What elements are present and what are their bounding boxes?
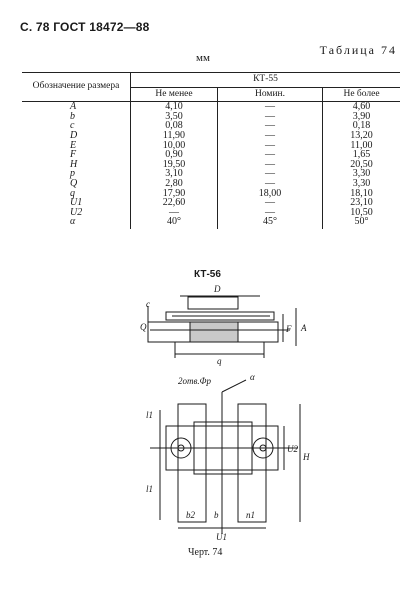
dim-label-u2: U2	[287, 444, 298, 454]
min-value-cell: 11,90	[131, 131, 218, 141]
min-value-cell: 3,10	[131, 169, 218, 179]
min-column-header: Не менее	[131, 87, 218, 102]
param-cell: A	[70, 101, 77, 113]
max-value-cell: 3,30	[323, 169, 401, 179]
max-value-cell: 11,00	[323, 141, 401, 151]
param-cell: U1	[70, 197, 83, 209]
max-value-cell: 10,50	[323, 208, 401, 218]
param-cell: U2	[70, 206, 83, 218]
nom-value-cell: —	[218, 160, 323, 170]
max-value-cell: 20,50	[323, 160, 401, 170]
min-value-cell: 40°	[131, 217, 218, 229]
plan-view	[150, 380, 300, 534]
alpha-line	[222, 380, 246, 392]
max-value-cell: 1,65	[323, 150, 401, 160]
figure-caption: Черт. 74	[188, 547, 223, 558]
unit-label: мм	[196, 52, 210, 64]
param-cell: H	[70, 158, 78, 170]
max-value-cell: 3,90	[323, 112, 401, 122]
max-column-header: Не более	[323, 87, 401, 102]
table-title: Таблица 74	[319, 43, 397, 57]
param-cell: Q	[70, 177, 78, 189]
dim-label-b2: b2	[186, 510, 195, 520]
nom-value-cell: —	[218, 179, 323, 189]
param-cell: D	[70, 129, 78, 141]
min-value-cell: 3,50	[131, 112, 218, 122]
dim-label-l1-bottom: l1	[146, 484, 154, 494]
dim-label-holes: 2отв.Φр	[178, 376, 212, 386]
nom-value-cell: —	[218, 150, 323, 160]
kt55-group-header: КТ-55	[131, 73, 401, 88]
dim-label-a: A	[301, 323, 307, 333]
nom-value-cell: —	[218, 112, 323, 122]
min-value-cell: 10,00	[131, 141, 218, 151]
dim-label-d: D	[214, 284, 221, 294]
min-value-cell: 0,08	[131, 121, 218, 131]
max-value-cell: 50°	[323, 217, 401, 229]
min-value-cell: 22,60	[131, 198, 218, 208]
nom-value-cell: —	[218, 121, 323, 131]
page-header: С. 78 ГОСТ 18472—88	[20, 20, 150, 34]
nom-value-cell: —	[218, 198, 323, 208]
max-value-cell: 0,18	[323, 121, 401, 131]
dim-label-alpha: α	[250, 372, 255, 382]
figure-title: КТ-56	[194, 269, 221, 280]
max-value-cell: 13,20	[323, 131, 401, 141]
param-cell: F	[70, 149, 77, 161]
param-cell: E	[70, 139, 77, 151]
min-value-cell: 19,50	[131, 160, 218, 170]
min-value-cell: 4,10	[131, 102, 218, 112]
max-value-cell: 3,30	[323, 179, 401, 189]
min-value-cell: —	[131, 208, 218, 218]
param-cell: c	[70, 120, 75, 132]
dim-label-q-bottom: q	[217, 356, 222, 366]
min-value-cell: 2,80	[131, 179, 218, 189]
nom-value-cell: —	[218, 131, 323, 141]
min-value-cell: 17,90	[131, 189, 218, 199]
nom-value-cell: —	[218, 141, 323, 151]
max-value-cell: 23,10	[323, 198, 401, 208]
dim-label-h: H	[303, 452, 310, 462]
nom-value-cell: —	[218, 169, 323, 179]
param-cell: α	[70, 216, 76, 228]
dim-label-q-top: Q	[140, 322, 147, 332]
dim-label-u1: U1	[216, 532, 227, 542]
dim-label-b: b	[214, 510, 219, 520]
nom-value-cell: —	[218, 208, 323, 218]
nom-value-cell: 45°	[218, 217, 323, 229]
param-cell: p	[70, 168, 75, 180]
param-cell: b	[70, 110, 75, 122]
param-column-header: Обозначение размера	[22, 73, 131, 102]
side-view	[148, 296, 296, 358]
nom-value-cell: —	[218, 102, 323, 112]
dim-label-f: F	[286, 324, 292, 334]
dim-label-n1: n1	[246, 510, 255, 520]
min-value-cell: 0,90	[131, 150, 218, 160]
param-cell: q	[70, 187, 75, 199]
nom-column-header: Номин.	[218, 87, 323, 102]
dim-label-c: c	[146, 299, 150, 309]
dim-label-l1-top: l1	[146, 410, 154, 420]
max-value-cell: 4,60	[323, 102, 401, 112]
body-section	[190, 322, 238, 342]
top-cap-outline	[188, 297, 238, 309]
max-value-cell: 18,10	[323, 189, 401, 199]
nom-value-cell: 18,00	[218, 189, 323, 199]
